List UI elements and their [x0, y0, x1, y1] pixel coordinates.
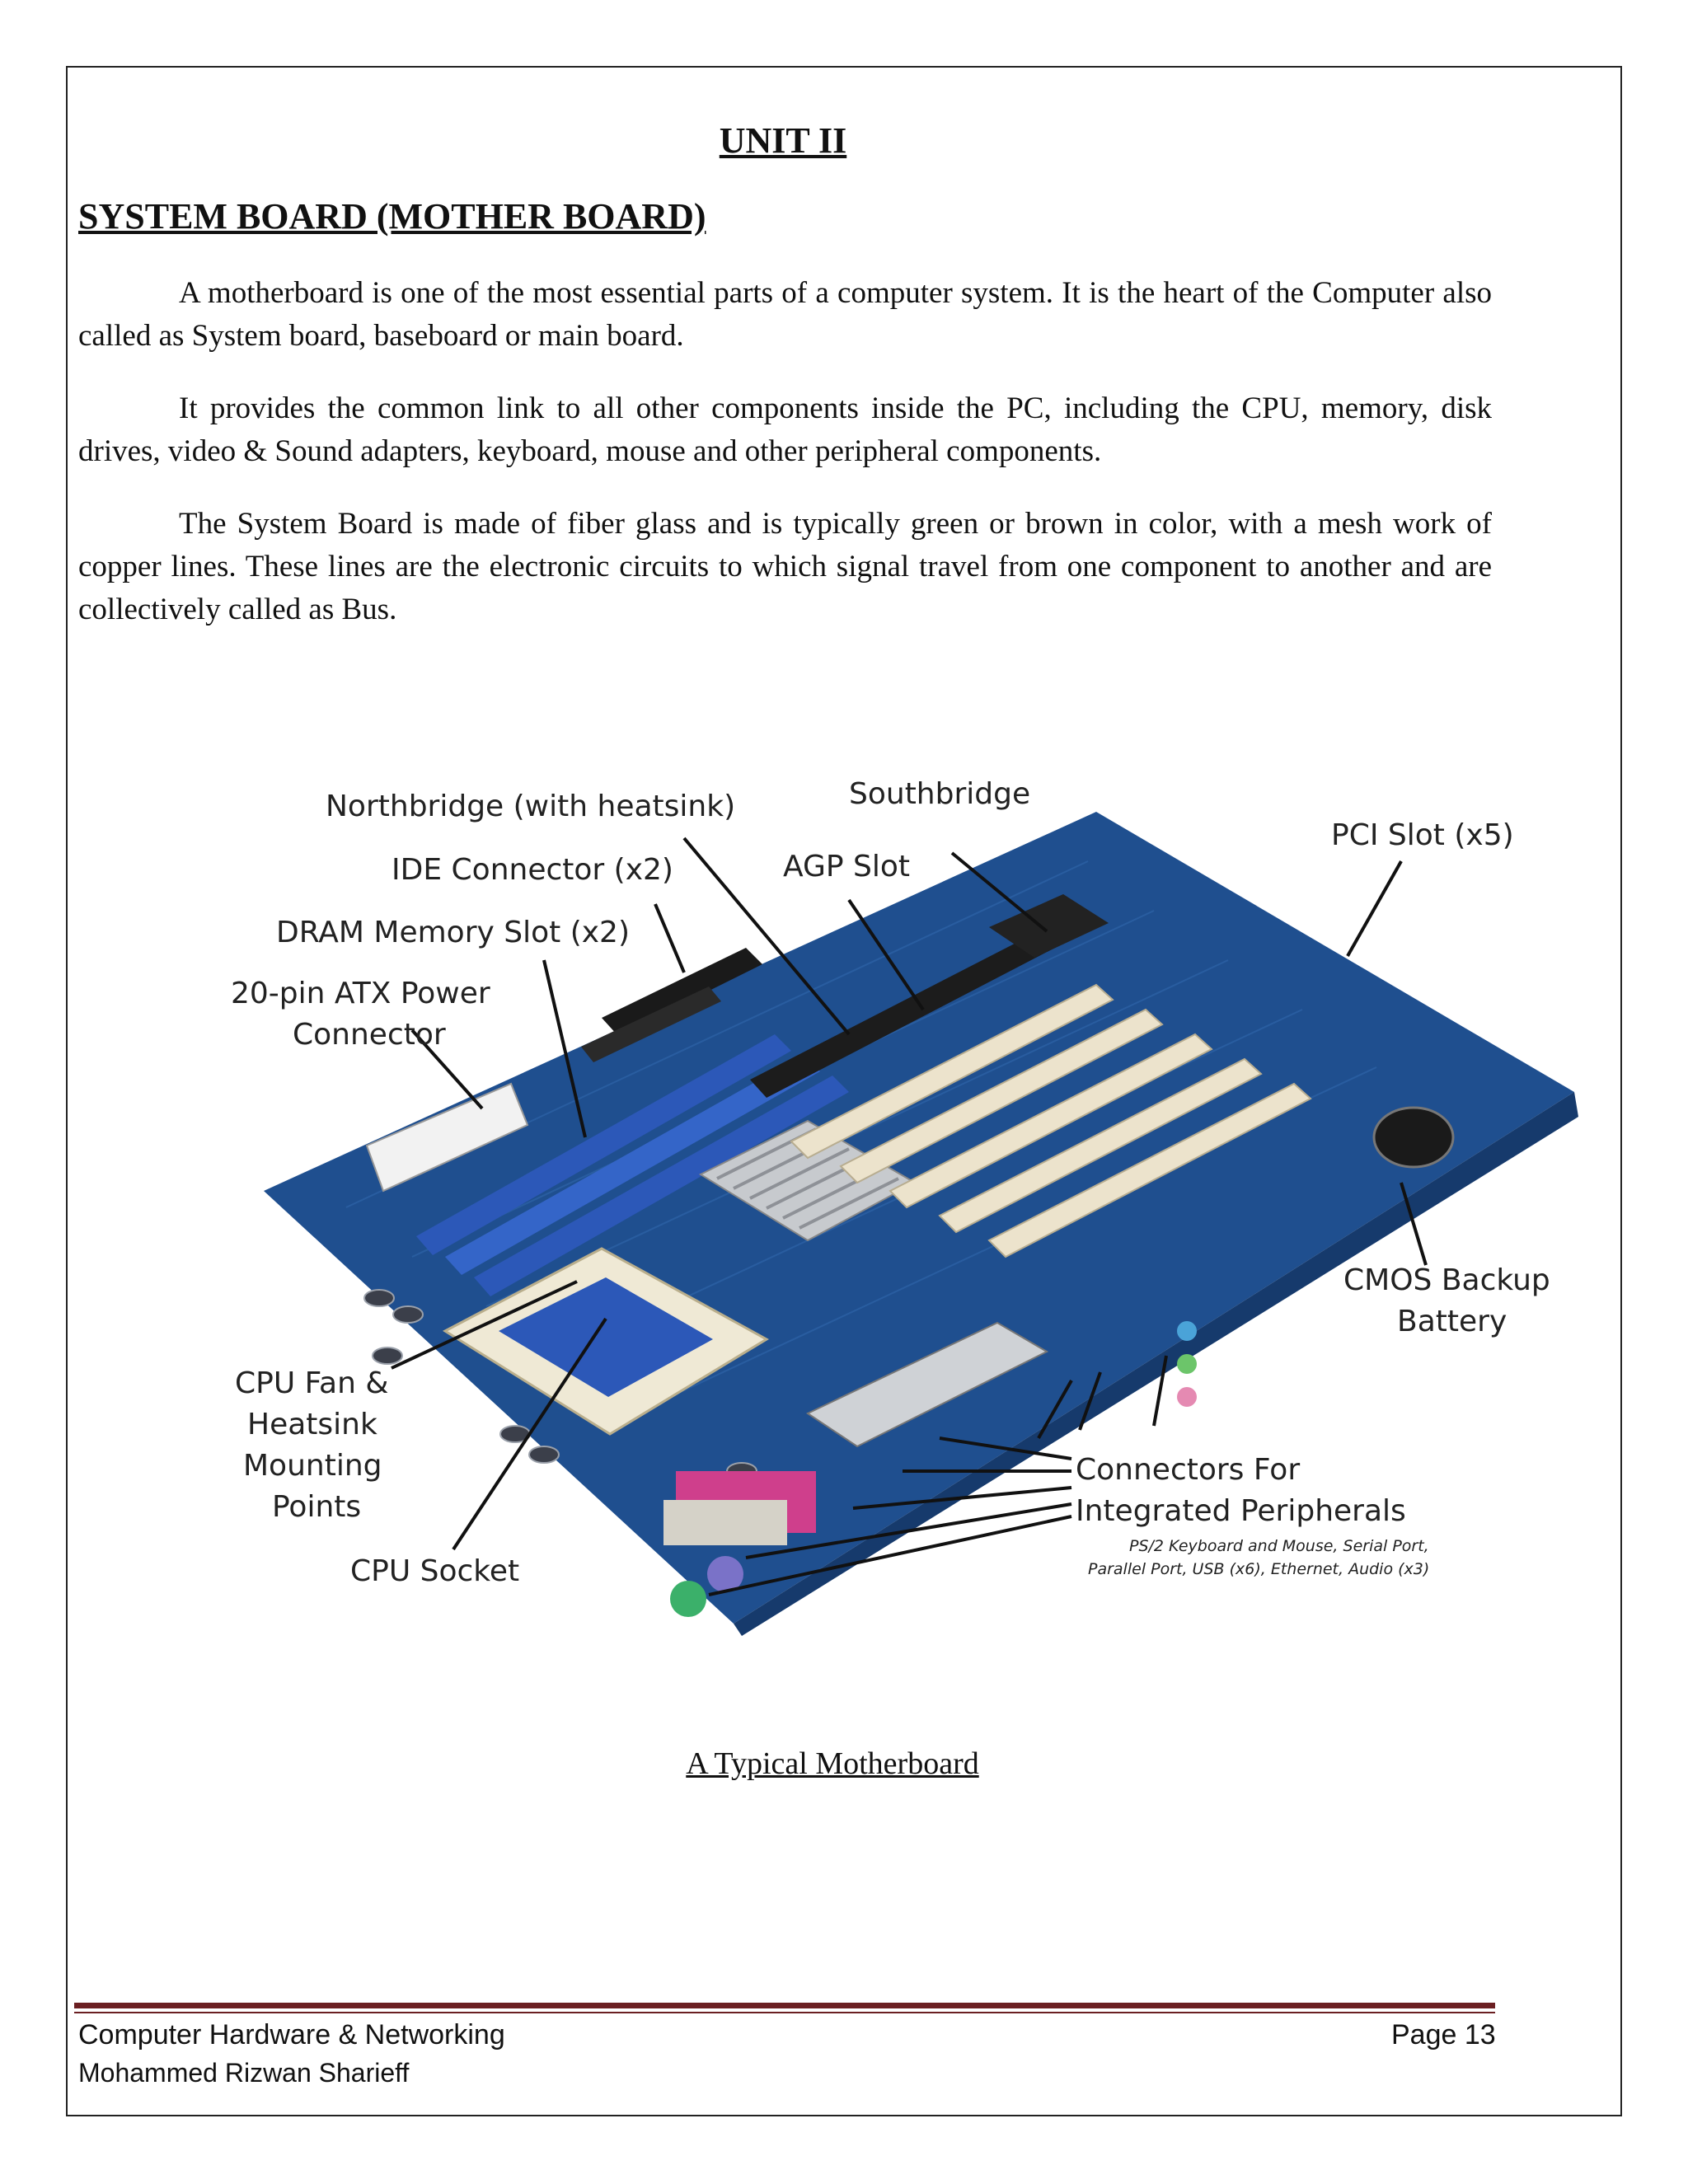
- footer-author: Mohammed Rizwan Sharieff: [78, 2058, 410, 2088]
- label-connectors-sub2: Parallel Port, USB (x6), Ethernet, Audio (x3): [1088, 1560, 1430, 1578]
- label-agp-slot: AGP Slot: [783, 850, 911, 883]
- section-heading: SYSTEM BOARD (MOTHER BOARD): [78, 196, 706, 237]
- footer-rule-thin: [74, 2012, 1495, 2013]
- label-connectors-sub1: PS/2 Keyboard and Mouse, Serial Port,: [1129, 1537, 1429, 1555]
- footer-page-number: Page 13: [1391, 2019, 1496, 2050]
- motherboard-figure: [214, 762, 1615, 1640]
- figure-caption: A Typical Motherboard: [686, 1746, 979, 1781]
- label-atx-line1: 20-pin ATX Power: [231, 977, 490, 1010]
- label-connectors-line2: Integrated Peripherals: [1076, 1494, 1406, 1528]
- cmos-battery: [1374, 1108, 1453, 1167]
- label-fan-line4: Points: [272, 1490, 362, 1524]
- label-fan-line2: Heatsink: [247, 1408, 377, 1441]
- footer-rule: [74, 2003, 1495, 2008]
- label-cpu-socket: CPU Socket: [350, 1554, 520, 1588]
- unit-title: UNIT II: [719, 120, 847, 161]
- label-connectors-line1: Connectors For: [1076, 1453, 1301, 1487]
- footer-course: Computer Hardware & Networking: [78, 2019, 505, 2050]
- label-cmos-line1: CMOS Backup: [1343, 1263, 1550, 1297]
- label-cmos-line2: Battery: [1397, 1305, 1507, 1338]
- label-northbridge: Northbridge (with heatsink): [326, 790, 736, 823]
- label-southbridge: Southbridge: [849, 777, 1031, 811]
- paragraph-2: It provides the common link to all other components inside the PC, including the CPU, memory, disk drives, video & Sound adapters, keyboard, mouse and other peripheral components.: [78, 391, 1492, 468]
- label-pci-slot: PCI Slot (x5): [1331, 818, 1514, 852]
- label-fan-line3: Mounting: [243, 1449, 382, 1483]
- label-ide-connector: IDE Connector (x2): [392, 853, 673, 887]
- paragraph-3: The System Board is made of fiber glass and is typically green or brown in color, with a mesh work of copper lines. These lines are the electronic circuits to which signal travel from one component to another and are collectively called as Bus.: [78, 507, 1492, 626]
- label-atx-line2: Connector: [293, 1018, 446, 1052]
- label-fan-line1: CPU Fan &: [235, 1366, 389, 1400]
- label-dram-slot: DRAM Memory Slot (x2): [276, 916, 630, 949]
- paragraph-1: A motherboard is one of the most essential parts of a computer system. It is the heart of the Computer also called as System board, baseboard or main board.: [78, 276, 1492, 353]
